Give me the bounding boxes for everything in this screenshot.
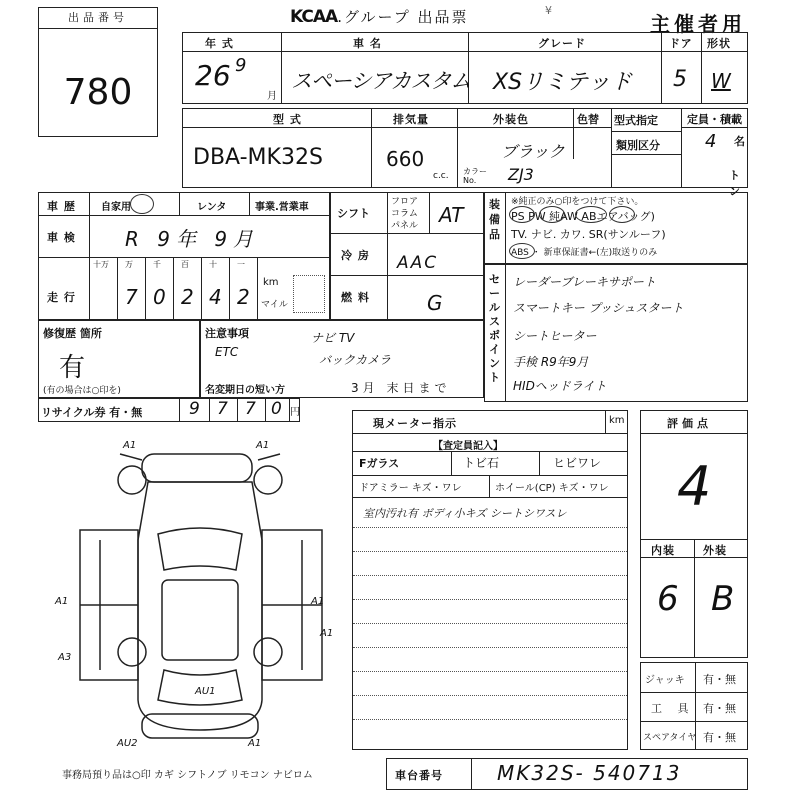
- meter-label: 現メーター指示: [373, 417, 457, 430]
- stamp-mark: ¥: [545, 4, 552, 17]
- spare-tire-label: スペアタイヤ: [643, 733, 697, 743]
- shape-label: 形状: [707, 37, 731, 50]
- sales-points-label: セールスポイント: [489, 273, 500, 384]
- notes-line-1: ナビ TV: [311, 331, 355, 345]
- color-no-label: カラー No.: [463, 167, 487, 185]
- recycle-digit-2: 7: [217, 399, 228, 419]
- history-option-private: 自家用: [101, 202, 131, 213]
- chassis-value: MK32S- 540713: [497, 761, 682, 785]
- category-label: 類別区分: [616, 139, 660, 152]
- history-block: [38, 192, 330, 320]
- digit-unit-10: 十: [209, 260, 217, 269]
- tool-options: 有・無: [703, 702, 736, 715]
- digit-unit-1: 一: [237, 260, 245, 269]
- mileage-digit-10k: 7: [125, 285, 138, 309]
- damage-mark-8: AU2: [117, 738, 138, 749]
- shift-value: AT: [439, 203, 464, 227]
- f-glass-chip: トビ石: [463, 456, 500, 470]
- exhibit-number: 780: [63, 72, 133, 113]
- equipment-note: ※純正のみ○印をつけて下さい。: [511, 197, 644, 207]
- mileage-digit-10: 4: [209, 285, 222, 309]
- mileage-digit-100: 2: [181, 285, 194, 309]
- exterior-value: B: [711, 579, 735, 619]
- exterior-color-value: ブラック: [501, 142, 565, 161]
- mileage-digit-1: 2: [237, 285, 250, 309]
- sales-point-3: シートヒーター: [513, 329, 597, 343]
- exhibit-number-label: 出品番号: [39, 8, 157, 29]
- tools-block: [640, 662, 748, 750]
- color-no-value: ZJ3: [508, 165, 534, 184]
- recycle-block: [38, 398, 300, 422]
- f-glass-crack: ヒビワレ: [553, 456, 602, 470]
- recycle-digit-3: 7: [245, 399, 256, 419]
- exterior-label: 外装: [703, 544, 727, 557]
- office-note: 事務局預り品は○印 カギ シフトノブ リモコン ナビロム: [62, 770, 313, 781]
- meter-inspection-block: [352, 410, 628, 750]
- fuel-value: G: [427, 291, 443, 315]
- name-change-label: 名変期日の短い方: [205, 385, 285, 396]
- month-unit: 月: [267, 91, 277, 102]
- ab-circle: [609, 206, 635, 223]
- grade-label: グレード: [538, 37, 586, 50]
- digit-unit-1k: 千: [153, 260, 161, 269]
- inspector-label: 【査定員記入】: [433, 441, 503, 452]
- notes-line-3: バックカメラ: [319, 353, 392, 367]
- drive-block: [330, 192, 484, 320]
- notes-line-2: ETC: [215, 345, 239, 359]
- brand-logo: KCAA: [290, 7, 338, 27]
- sales-points-block: [484, 264, 748, 402]
- organizer-label: 主催者用: [650, 12, 746, 36]
- damage-mark-5: A1: [320, 628, 334, 639]
- damage-mark-4: A1: [311, 596, 325, 607]
- mileage-digit-1k: 0: [153, 285, 166, 309]
- exterior-color-label: 外装色: [493, 113, 529, 126]
- recycle-unit: 円: [290, 407, 300, 418]
- type-value: DBA-MK32S: [193, 145, 323, 170]
- year-label: 年 式: [205, 37, 234, 50]
- notes-block: [200, 320, 484, 398]
- equipment-row2: TV. ナビ. カワ. SR(サンルーフ): [511, 228, 666, 241]
- repair-note: (有の場合は○印を): [43, 386, 121, 396]
- history-option-business: 事業.営業車: [255, 202, 309, 213]
- door-value: 5: [673, 67, 687, 92]
- ps-circle: [509, 206, 535, 223]
- equipment-label: 装備品: [489, 198, 500, 241]
- shift-option-panel: パネル: [391, 221, 419, 231]
- title-text: .グループ 出品票: [337, 8, 469, 26]
- cc-unit: c.c.: [433, 171, 449, 181]
- year-value: 26: [195, 59, 231, 92]
- recycle-digit-1: 9: [189, 399, 200, 419]
- door-label: ドア: [669, 37, 693, 50]
- f-glass-label: Fガラス: [359, 457, 400, 470]
- interior-label: 内装: [651, 544, 675, 557]
- history-option-rental: レンタ: [197, 202, 227, 213]
- history-label: 車 歴: [47, 200, 76, 213]
- ac-value: AAC: [397, 253, 439, 273]
- sales-point-2: スマートキー プッシュスタート: [513, 301, 684, 315]
- type-label: 型 式: [273, 113, 302, 126]
- shape-value: W: [711, 69, 731, 93]
- wheel-label: ホイール(CP) キズ・ワレ: [495, 483, 609, 494]
- digit-unit-100k: 十万: [93, 260, 109, 269]
- repair-value: 有: [59, 353, 86, 383]
- digit-unit-10k: 万: [125, 260, 133, 269]
- displacement-value: 660: [386, 147, 425, 171]
- vehicle-info-row1: [182, 32, 748, 104]
- damage-mark-2: A1: [256, 440, 270, 451]
- load-unit: トン: [729, 169, 740, 198]
- color-change-label: 色替: [577, 113, 599, 126]
- recycle-digit-4: 0: [271, 399, 282, 419]
- displacement-label: 排気量: [393, 113, 429, 126]
- chassis-number-box: [386, 758, 748, 790]
- score-value: 4: [677, 455, 712, 518]
- exhibit-number-box: [38, 7, 158, 137]
- sales-point-5: HIDヘッドライト: [513, 379, 607, 393]
- tool-label: 工 具: [651, 702, 695, 715]
- abs-circle: [509, 243, 535, 259]
- recycle-label: リサイクル券 有・無: [41, 406, 143, 419]
- repair-label: 修復歴 箇所: [43, 327, 102, 340]
- interior-value: 6: [657, 579, 679, 619]
- fuel-label: 燃 料: [341, 291, 370, 304]
- capacity-value: 4: [705, 131, 717, 152]
- aw-circle: [575, 206, 607, 223]
- equipment-block: [484, 192, 748, 264]
- damage-mark-9: A1: [248, 738, 262, 749]
- form-title: [290, 6, 469, 27]
- private-circle-mark: [130, 194, 154, 214]
- repair-history-block: [38, 320, 200, 398]
- grade-value: XSリミテッド: [493, 70, 633, 95]
- mileage-label: 走 行: [47, 291, 76, 304]
- sales-point-1: レーダーブレーキサポート: [513, 275, 656, 289]
- capacity-unit: 名: [734, 135, 745, 148]
- chassis-label: 車台番号: [395, 769, 443, 782]
- inspection-value: R 9年 9月: [125, 227, 260, 251]
- damage-mark-6: A3: [58, 652, 72, 663]
- score-block: [640, 410, 748, 658]
- ac-label: 冷 房: [341, 249, 370, 262]
- equipment-row3: ABS ・ 新車保証書←(左)取送りのみ: [511, 248, 658, 258]
- shift-label: シフト: [337, 207, 370, 220]
- type-designation-label: 型式指定: [614, 114, 658, 127]
- vehicle-info-row2: [182, 108, 748, 198]
- mile-unit: マイル: [261, 300, 288, 310]
- car-damage-diagram: [60, 430, 360, 750]
- pw-circle: [539, 206, 565, 223]
- name-change-value: 3月 末日まで: [351, 381, 451, 395]
- sales-point-4: 手検 R9年9月: [513, 355, 589, 369]
- door-mirror-label: ドアミラー キズ・ワレ: [359, 483, 462, 494]
- model-name-value: スペーシアカスタム: [291, 69, 471, 93]
- capacity-label: 定員・積載: [687, 113, 742, 126]
- mileage-check-box: [293, 275, 325, 313]
- digit-unit-100: 百: [181, 260, 189, 269]
- shift-option-floor: フロア: [391, 197, 419, 207]
- inspector-comment: 室内汚れ有 ボディ小キズ シートシワスレ: [363, 507, 567, 520]
- damage-mark-1: A1: [123, 440, 137, 451]
- meter-km-unit: km: [609, 415, 625, 426]
- damage-mark-7: AU1: [195, 686, 216, 697]
- score-label: 評価点: [667, 417, 712, 430]
- shift-option-column: コラム: [391, 209, 418, 219]
- jack-options: 有・無: [703, 673, 736, 686]
- notes-label: 注意事項: [205, 327, 249, 340]
- inspection-label: 車 検: [47, 231, 76, 244]
- month-value: 9: [235, 55, 247, 76]
- damage-mark-3: A1: [55, 596, 69, 607]
- spare-tire-options: 有・無: [703, 731, 736, 744]
- equipment-row1: PS PW 純AW ABエアバッグ): [511, 210, 655, 223]
- km-unit: km: [263, 277, 279, 288]
- model-name-label: 車 名: [353, 37, 382, 50]
- jack-label: ジャッキ: [645, 675, 685, 686]
